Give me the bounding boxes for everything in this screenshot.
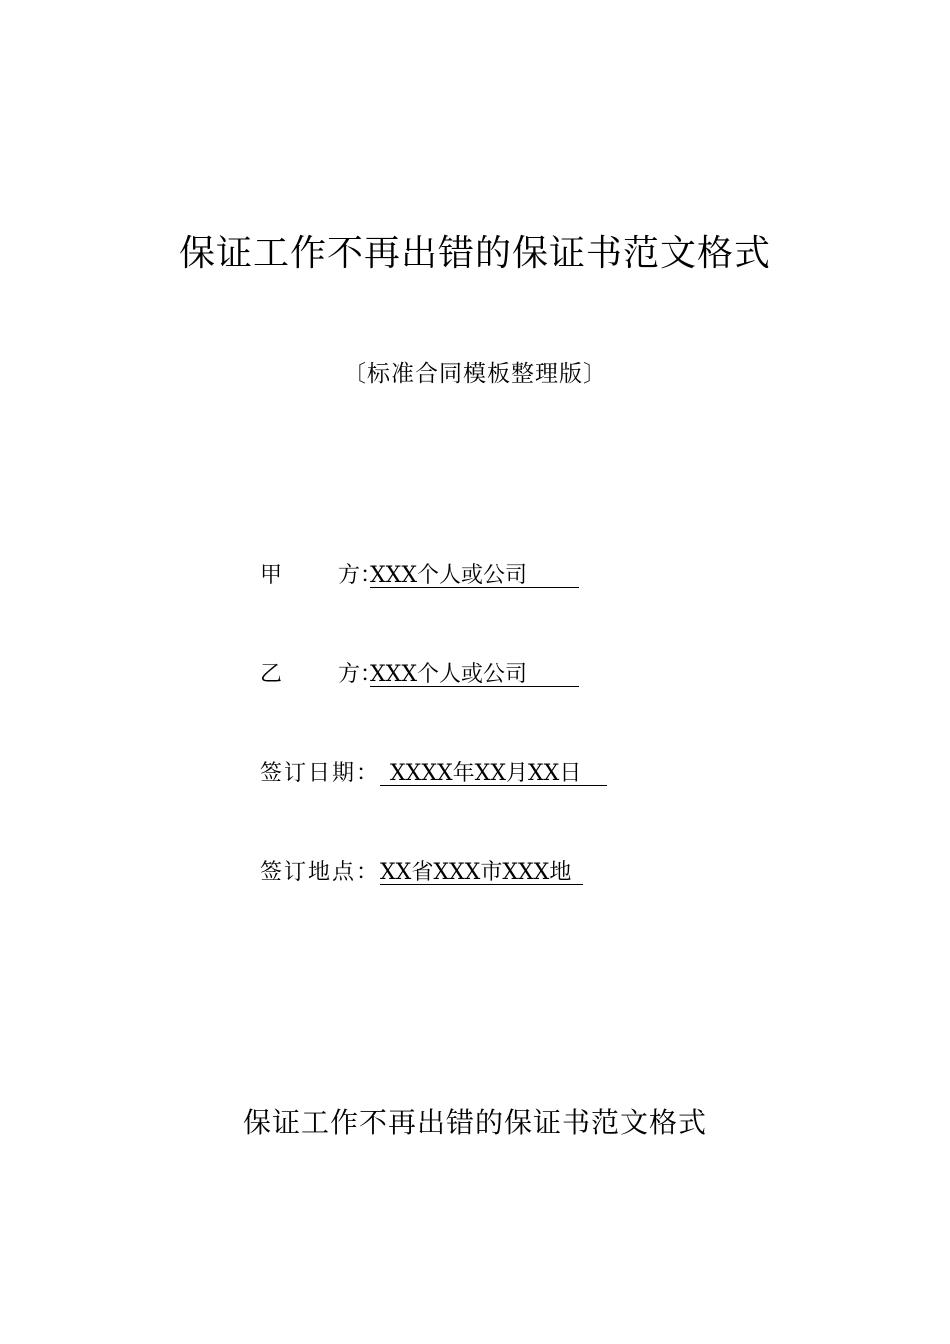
page-subtitle: 〔标准合同模板整理版〕: [343, 361, 607, 387]
sign-place-underline-blank: [571, 856, 583, 885]
party-a-value: XXX个人或公司: [370, 563, 527, 588]
sign-date-value: XXXX年XX月XX日: [390, 761, 582, 786]
party-b-label-char: 乙: [260, 662, 283, 687]
party-b-underline-blank: [527, 658, 579, 687]
party-b-label: [260, 658, 383, 692]
party-b-row: [260, 658, 579, 692]
party-b-value: XXX个人或公司: [370, 662, 527, 687]
party-a-label-rest: 方：: [338, 563, 383, 588]
page-title: 保证工作不再出错的保证书范文格式: [178, 233, 771, 274]
sign-place-row: [260, 856, 583, 890]
sign-date-label: 签订日期：: [260, 761, 381, 786]
party-a-row: [260, 559, 579, 593]
sign-place-value: XX省XXX市XXX地: [380, 860, 572, 885]
party-a-label-char: 甲: [260, 563, 283, 588]
sign-date-underline-lead: [380, 757, 390, 786]
sign-date-row: [260, 757, 607, 791]
party-b-label-rest: 方：: [338, 662, 383, 687]
party-a-label: [260, 559, 383, 593]
sign-place-label: 签订地点：: [260, 860, 381, 885]
party-a-underline-blank: [527, 559, 579, 588]
body-heading: 保证工作不再出错的保证书范文格式: [242, 1106, 707, 1139]
sign-date-underline-blank: [581, 757, 607, 786]
